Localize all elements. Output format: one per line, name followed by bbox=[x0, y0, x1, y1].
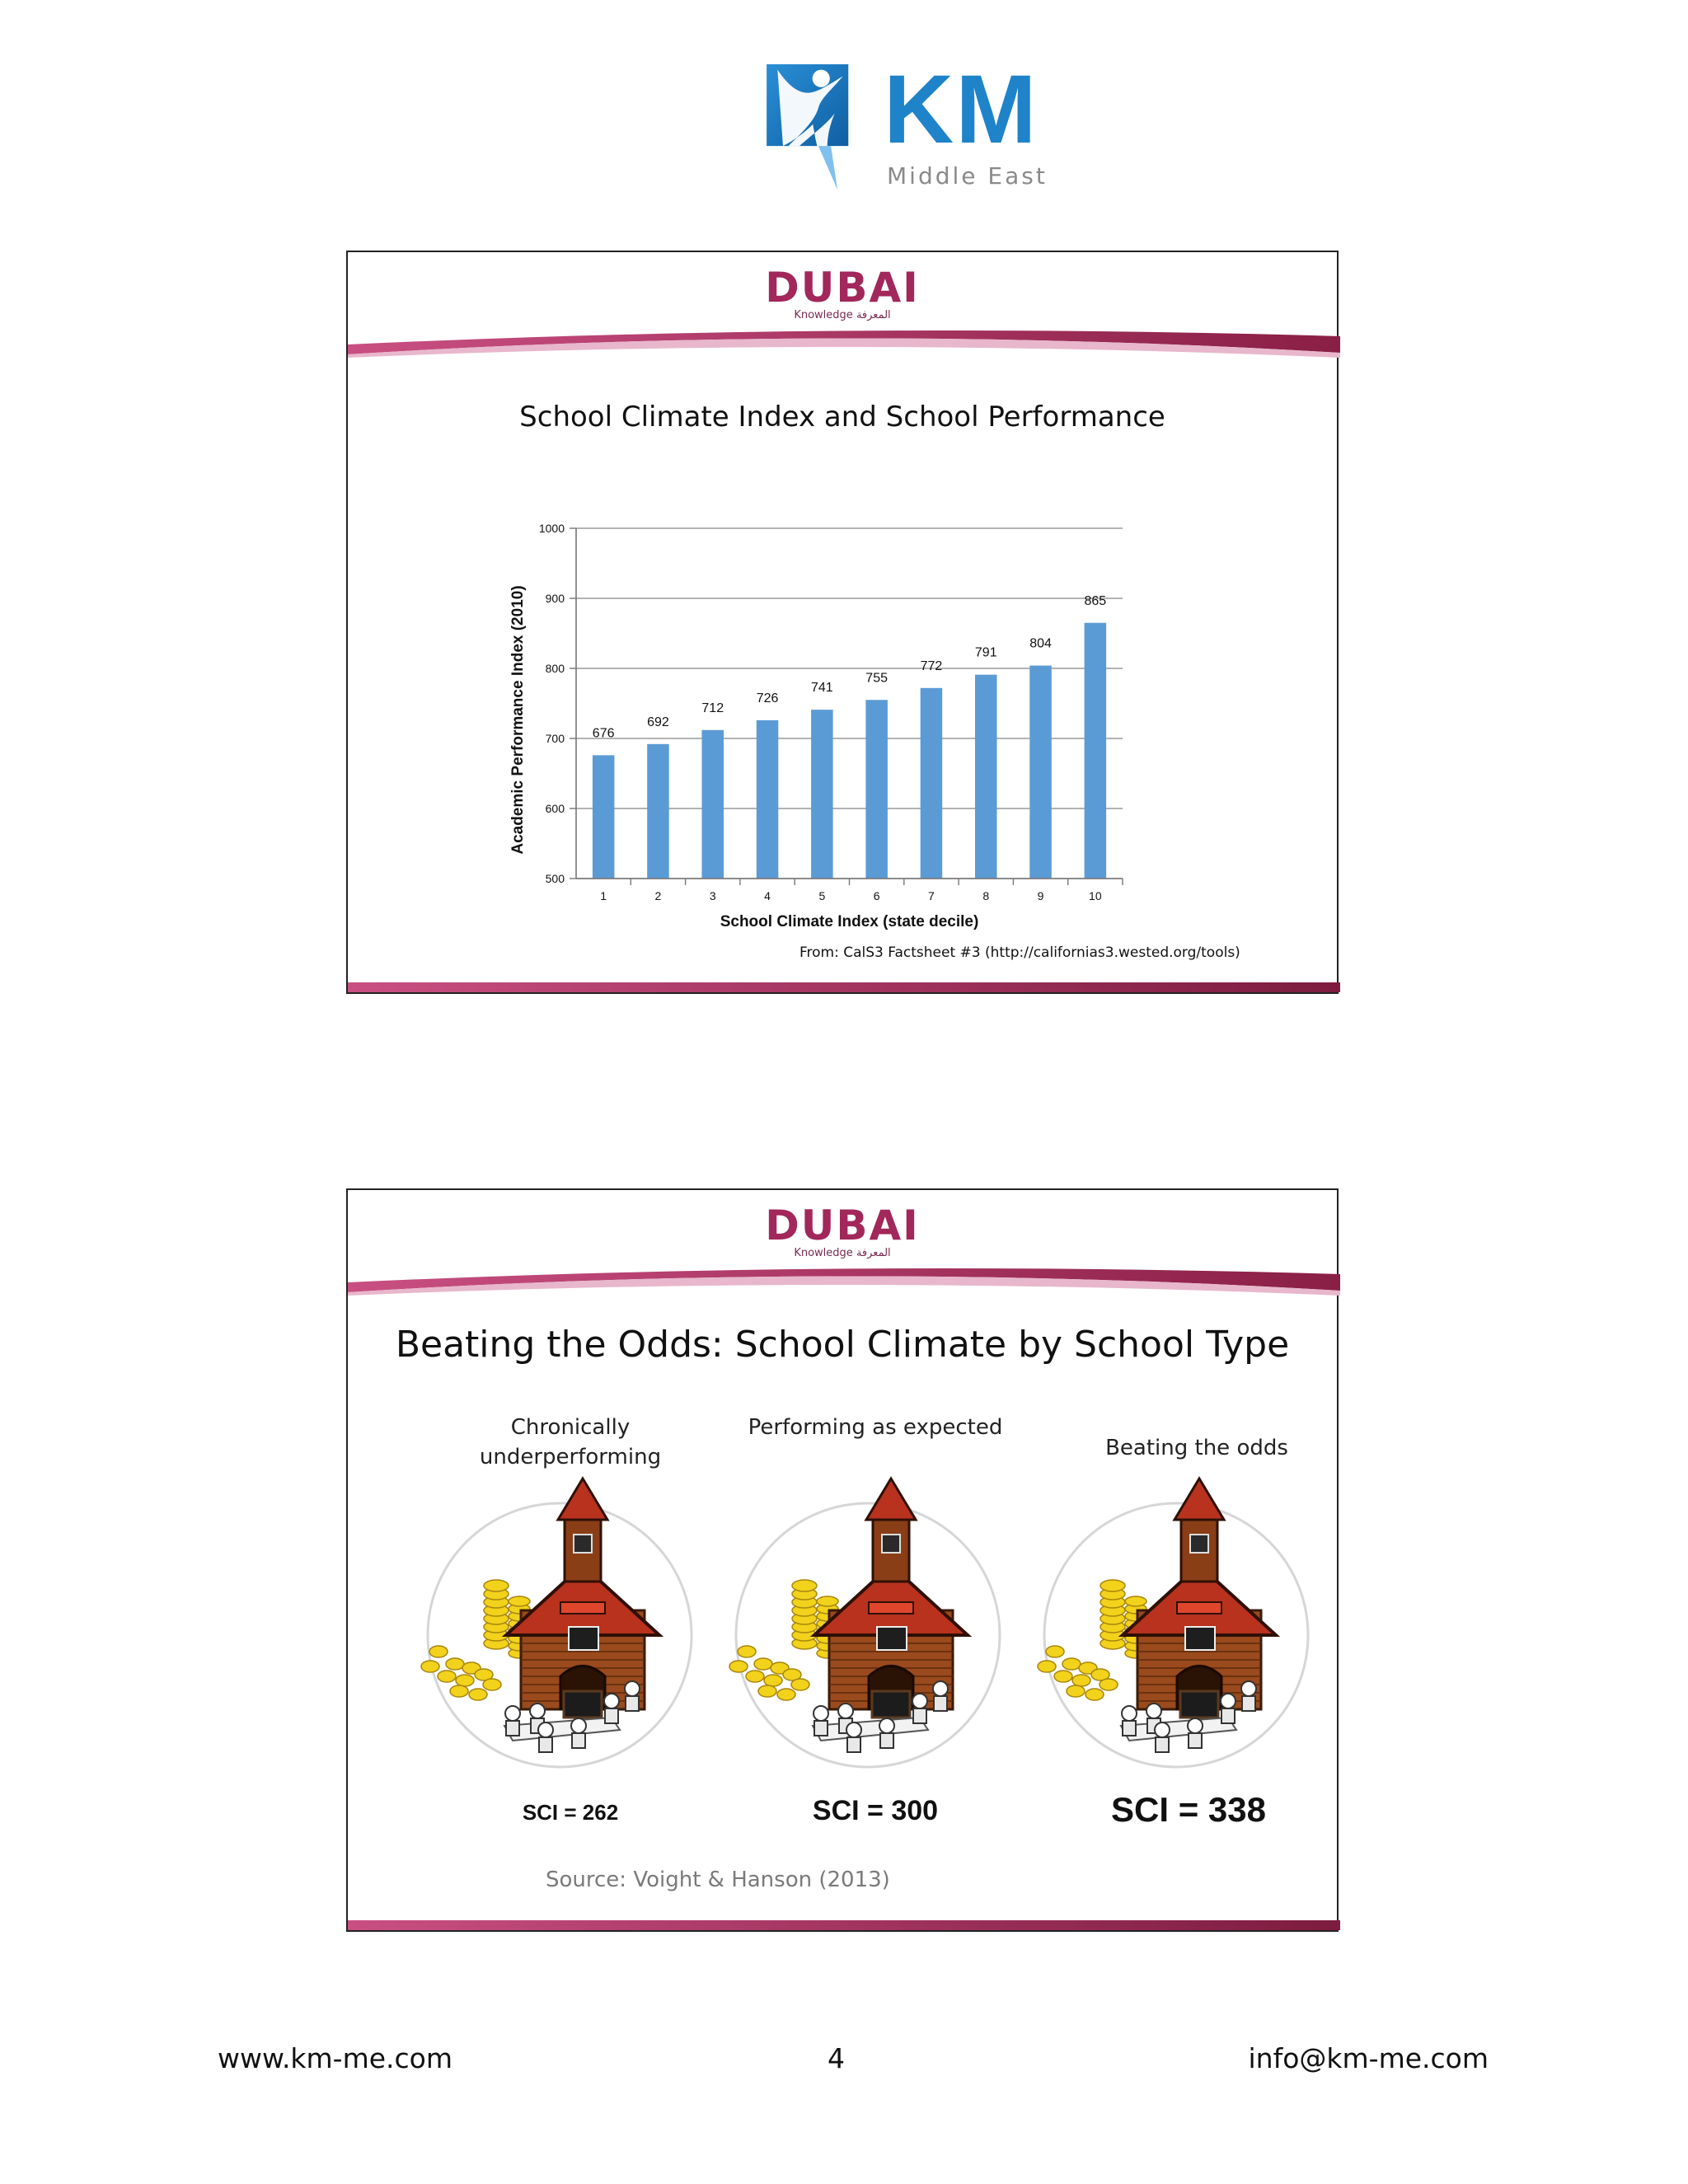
coin-stack-icon bbox=[1100, 1580, 1125, 1591]
footer-page-number: 4 bbox=[828, 2042, 845, 2074]
data-label: 791 bbox=[974, 645, 997, 660]
column-label-line: underperforming bbox=[479, 1445, 662, 1469]
school-window bbox=[569, 1627, 598, 1650]
coin-icon bbox=[446, 1658, 464, 1670]
tower-roof bbox=[558, 1479, 607, 1520]
student-body bbox=[572, 1733, 585, 1748]
coin-stack-icon bbox=[1125, 1596, 1146, 1606]
x-tick-label: 5 bbox=[818, 889, 826, 902]
coin-icon bbox=[777, 1689, 795, 1700]
student-head bbox=[538, 1722, 553, 1737]
sci-value-underperforming: SCI = 262 bbox=[522, 1800, 619, 1825]
school-window bbox=[877, 1627, 907, 1650]
student-body bbox=[1221, 1708, 1235, 1723]
header-swoosh bbox=[348, 1268, 1340, 1305]
coin-icon bbox=[429, 1646, 448, 1657]
coin-icon bbox=[1062, 1658, 1081, 1670]
coin-icon bbox=[1054, 1671, 1072, 1682]
bell-window bbox=[1190, 1535, 1208, 1553]
bell-window bbox=[882, 1535, 900, 1553]
column-label-expected bbox=[735, 1413, 1015, 1442]
coin-icon bbox=[758, 1685, 776, 1697]
coin-icon bbox=[1072, 1675, 1090, 1686]
y-tick-label: 1000 bbox=[538, 522, 565, 535]
coin-icon bbox=[1100, 1679, 1118, 1690]
dubai-subtitle: Knowledge المعرفة bbox=[794, 1247, 891, 1259]
school-window bbox=[1185, 1627, 1215, 1650]
student-body bbox=[814, 1721, 828, 1736]
chart-source: From: CalS3 Factsheet #3 (http://californias3.wested.org/tools) bbox=[799, 944, 1240, 961]
km-middle-east-logo bbox=[742, 55, 1055, 254]
slide-title: Beating the Odds: School Climate by School Type bbox=[395, 1324, 1290, 1366]
coin-icon bbox=[729, 1661, 748, 1672]
data-label: 726 bbox=[756, 691, 779, 705]
chart-bar bbox=[865, 700, 888, 879]
y-tick-label: 600 bbox=[545, 802, 565, 815]
footer-website: www.km-me.com bbox=[218, 2042, 453, 2074]
x-tick-label: 1 bbox=[600, 889, 607, 902]
chart-bar bbox=[921, 688, 943, 879]
x-tick-label: 6 bbox=[873, 889, 880, 902]
student-head bbox=[571, 1718, 586, 1733]
student-head bbox=[625, 1681, 640, 1696]
y-tick-label: 500 bbox=[545, 872, 565, 885]
coin-icon bbox=[1085, 1689, 1104, 1700]
x-tick-label: 2 bbox=[654, 889, 662, 902]
column-label-line: Chronically bbox=[510, 1415, 631, 1440]
column-label-underperforming bbox=[447, 1413, 694, 1472]
student-body bbox=[539, 1737, 552, 1752]
student-body bbox=[605, 1708, 618, 1723]
chart-bar bbox=[975, 675, 997, 879]
coin-stack-icon bbox=[817, 1596, 838, 1606]
column-label-line: Beating the odds bbox=[1105, 1436, 1288, 1460]
dubai-wordmark: DUBAI bbox=[765, 1202, 920, 1249]
dubai-knowledge-logo bbox=[348, 1202, 1337, 1259]
student-head bbox=[1155, 1722, 1170, 1737]
school-sign bbox=[869, 1602, 913, 1614]
coin-icon bbox=[764, 1675, 782, 1686]
y-axis-title: Academic Performance Index (2010) bbox=[509, 585, 527, 855]
student-head bbox=[814, 1706, 828, 1721]
y-tick-label: 900 bbox=[545, 592, 565, 605]
chart-bar bbox=[1085, 623, 1107, 879]
student-head bbox=[530, 1704, 545, 1718]
student-head bbox=[1122, 1706, 1137, 1721]
student-head bbox=[1221, 1694, 1236, 1708]
chart-bar bbox=[593, 755, 615, 879]
chart-bar bbox=[701, 730, 724, 879]
school-coins-illustration bbox=[1030, 1479, 1322, 1770]
coin-stack-icon bbox=[484, 1580, 509, 1591]
student-body bbox=[1242, 1696, 1255, 1711]
dubai-wordmark: DUBAI bbox=[765, 264, 920, 312]
student-body bbox=[913, 1708, 926, 1723]
sci-value-expected: SCI = 300 bbox=[812, 1795, 939, 1826]
coin-icon bbox=[469, 1689, 487, 1700]
coin-icon bbox=[754, 1658, 772, 1670]
slide-beating-the-odds bbox=[346, 1188, 1339, 1932]
student-head bbox=[912, 1694, 927, 1708]
chalkboard bbox=[564, 1691, 602, 1718]
student-head bbox=[879, 1718, 894, 1733]
data-label: 741 bbox=[810, 681, 833, 696]
x-tick-label: 7 bbox=[928, 889, 935, 902]
data-label: 865 bbox=[1084, 593, 1107, 608]
student-body bbox=[847, 1737, 860, 1752]
x-tick-label: 10 bbox=[1089, 889, 1102, 902]
column-label-beating-odds bbox=[1073, 1433, 1320, 1463]
student-head bbox=[1146, 1704, 1161, 1718]
student-body bbox=[880, 1733, 893, 1748]
dubai-subtitle: Knowledge المعرفة bbox=[794, 309, 891, 321]
student-head bbox=[838, 1704, 853, 1718]
x-tick-label: 9 bbox=[1037, 889, 1044, 902]
tower-roof bbox=[1175, 1479, 1224, 1520]
coin-icon bbox=[791, 1679, 809, 1690]
x-tick-label: 4 bbox=[764, 889, 771, 902]
coin-stack-icon bbox=[509, 1596, 530, 1606]
data-label: 692 bbox=[647, 715, 669, 729]
student-head bbox=[505, 1706, 520, 1721]
student-head bbox=[933, 1681, 948, 1696]
chart-title: School Climate Index and School Performance bbox=[519, 401, 1165, 434]
data-label: 676 bbox=[592, 726, 615, 741]
coin-icon bbox=[450, 1685, 468, 1697]
km-figure-icon bbox=[745, 64, 875, 190]
coin-icon bbox=[738, 1646, 756, 1657]
bar-chart bbox=[463, 483, 1189, 930]
coin-icon bbox=[1046, 1646, 1064, 1657]
tower-roof bbox=[866, 1479, 916, 1520]
school-coins-illustration bbox=[722, 1479, 1014, 1770]
footer-bar bbox=[348, 1920, 1340, 1930]
student-body bbox=[506, 1721, 519, 1736]
school-sign bbox=[1177, 1602, 1221, 1614]
coin-icon bbox=[456, 1675, 474, 1686]
x-tick-label: 3 bbox=[709, 889, 716, 902]
chart-bar bbox=[1029, 666, 1052, 879]
coin-icon bbox=[483, 1679, 501, 1690]
coin-icon bbox=[1038, 1661, 1056, 1672]
school-coins-illustration bbox=[414, 1479, 706, 1770]
chalkboard bbox=[872, 1691, 910, 1718]
km-letters: KM bbox=[884, 55, 1039, 164]
coin-icon bbox=[1067, 1685, 1085, 1697]
bell-window bbox=[574, 1535, 592, 1553]
coin-icon bbox=[421, 1661, 439, 1672]
coin-icon bbox=[438, 1671, 456, 1682]
coin-stack-icon bbox=[792, 1580, 817, 1591]
student-head bbox=[1241, 1681, 1256, 1696]
slide-source: Source: Voight & Hanson (2013) bbox=[546, 1868, 890, 1892]
footer-email: info@km-me.com bbox=[1248, 2042, 1489, 2074]
student-body bbox=[1156, 1737, 1169, 1752]
y-tick-label: 700 bbox=[545, 732, 565, 745]
school-sign bbox=[560, 1602, 605, 1614]
data-label: 755 bbox=[865, 671, 889, 686]
chart-bar bbox=[811, 710, 833, 879]
student-body bbox=[1123, 1721, 1136, 1736]
student-body bbox=[934, 1696, 947, 1711]
student-body bbox=[1189, 1733, 1202, 1748]
sci-value-beating-odds: SCI = 338 bbox=[1111, 1790, 1266, 1829]
y-tick-label: 800 bbox=[545, 662, 565, 675]
data-label: 712 bbox=[701, 701, 724, 715]
data-label: 804 bbox=[1029, 636, 1052, 651]
student-head bbox=[604, 1694, 619, 1708]
slide-climate-performance bbox=[346, 251, 1339, 994]
x-tick-label: 8 bbox=[982, 889, 990, 902]
student-head bbox=[846, 1722, 861, 1737]
coin-icon bbox=[746, 1671, 764, 1682]
footer-bar bbox=[348, 982, 1340, 992]
student-body bbox=[626, 1696, 639, 1711]
chart-bar bbox=[647, 744, 669, 879]
column-label-line: Performing as expected bbox=[748, 1415, 1003, 1440]
data-label: 772 bbox=[920, 658, 943, 673]
dubai-knowledge-logo bbox=[348, 264, 1337, 321]
student-head bbox=[1188, 1718, 1203, 1733]
x-axis-title: School Climate Index (state decile) bbox=[720, 913, 979, 930]
header-swoosh bbox=[348, 330, 1340, 368]
chart-bar bbox=[757, 720, 779, 879]
chalkboard bbox=[1180, 1691, 1218, 1718]
km-subtitle: Middle East bbox=[887, 162, 1048, 190]
